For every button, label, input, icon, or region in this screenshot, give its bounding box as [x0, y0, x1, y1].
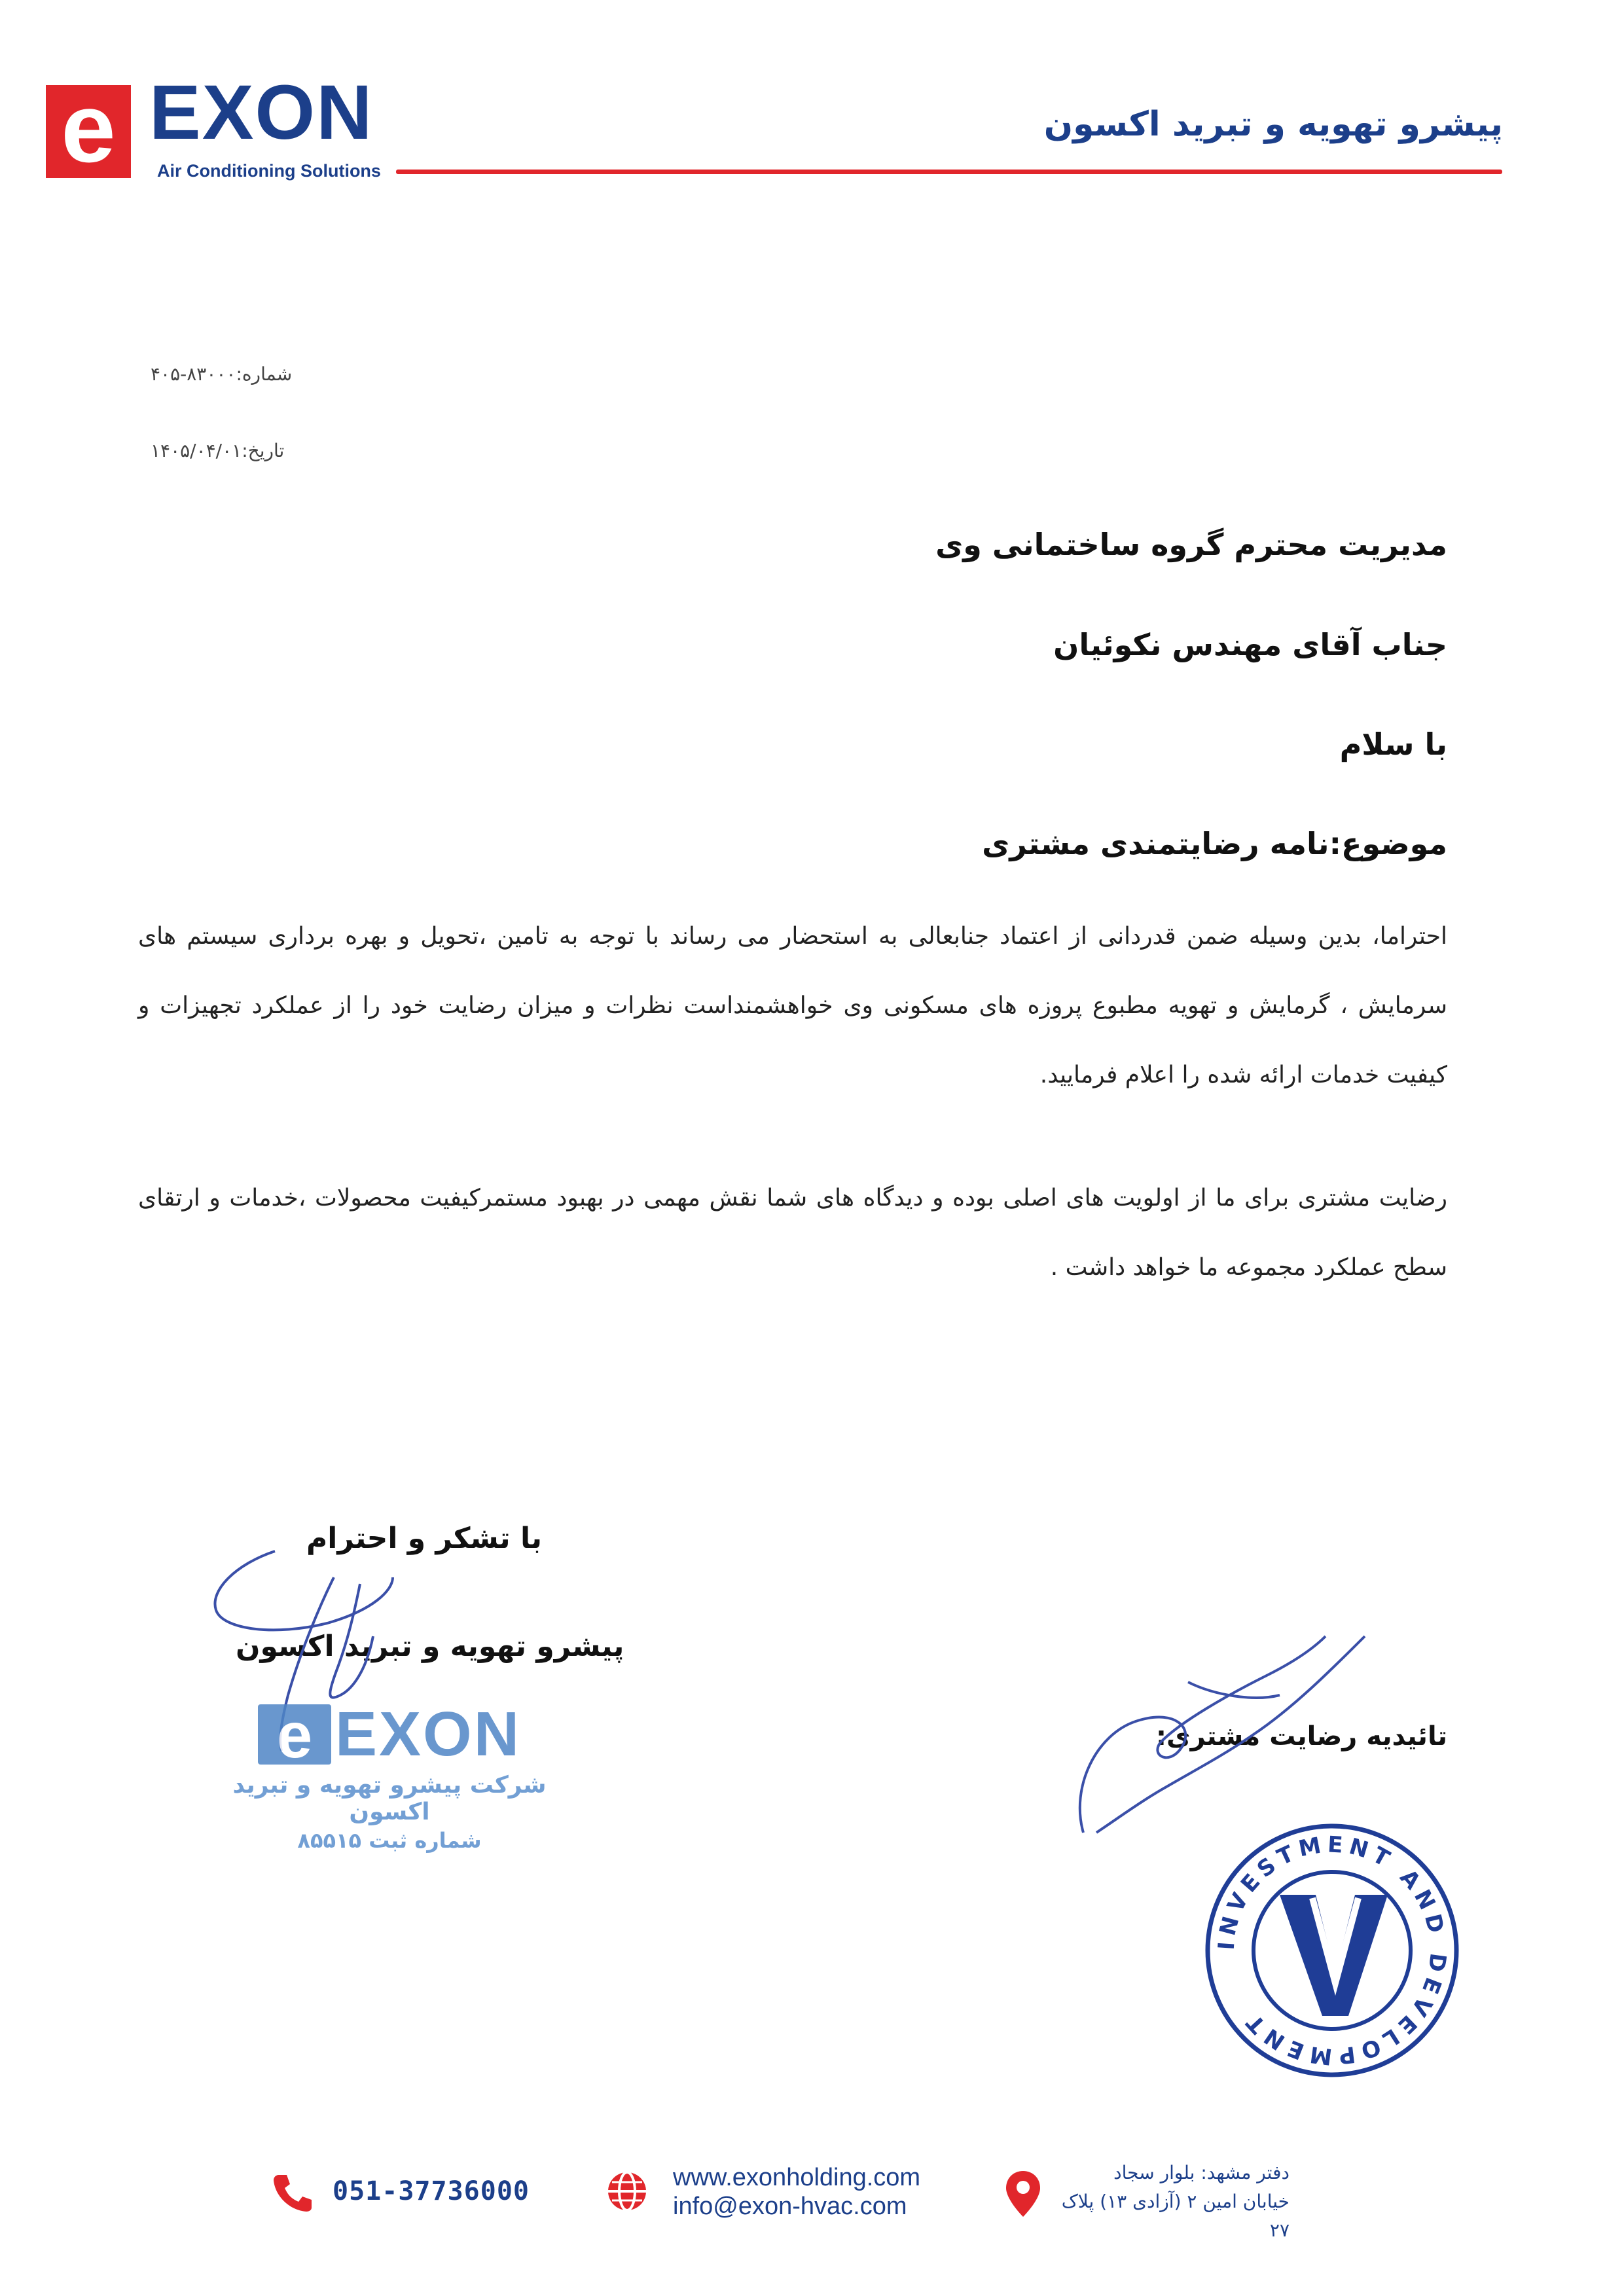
footer-address — [1060, 2159, 1290, 2245]
greeting: با سلام — [1339, 726, 1447, 762]
closing-phrase: با تشکر و احترام — [306, 1522, 543, 1555]
letter-number: شماره:۸۳۰۰۰-۴۰۵ — [151, 363, 293, 385]
customer-signature — [1057, 1623, 1371, 1839]
body-paragraph-2: رضایت مشتری برای ما از اولویت های اصلی بوده و دیدگاه های شما نقش مهمی در بهبود مستمرکیفیت محصولات ،خدمات و ارتقای سطح عملکرد مجموعه ما خواهد داشت . — [138, 1185, 1447, 1281]
recipient-organization: مدیریت محترم گروه ساختمانی وی — [935, 527, 1447, 562]
footer-web-contacts — [673, 2163, 920, 2221]
footer-address-line-1: دفتر مشهد: بلوار سجاد — [1113, 2162, 1290, 2183]
stamp-registration: شماره ثبت ۸۵۵۱۵ — [297, 1828, 482, 1853]
header-divider — [396, 170, 1502, 174]
company-title: پیشرو تهویه و تبرید اکسون — [1043, 105, 1503, 144]
sender-name: پیشرو تهویه و تبرید اکسون — [236, 1630, 624, 1663]
svg-text:INVESTMENT AND DEVELOPMENT — [1214, 1831, 1451, 2070]
stamp-wordmark: EXON — [334, 1699, 522, 1769]
customer-confirmation-label: تائیدیه رضایت مشتری: — [1155, 1721, 1447, 1751]
footer-website[interactable]: www.exonholding.com — [673, 2164, 921, 2191]
footer-email[interactable]: info@exon-hvac.com — [673, 2193, 907, 2220]
stamp-logo-letter: e — [258, 1704, 331, 1765]
stamp-company-name: شرکت پیشرو تهویه و تبرید اکسون — [232, 1772, 547, 1825]
logo-wordmark: EXON — [149, 69, 374, 156]
recipient-person: جناب آقای مهندس نکوئیان — [1053, 627, 1447, 662]
body-paragraph-1: احتراما، بدین وسیله ضمن قدردانی از اعتماد جنابعالی به استحضار می رساند با توجه به تامین ،تحویل و بهره برداری سیستم های سرمایش ، گرمایش و تهویه مطبوع پروزه های مسکونی وی خواهشمنداست نظرات و میزان رضایت خود را از عملکرد تجهیزات و کیفیت خدمات ارائه شده را اعلام فرمایید. — [138, 923, 1447, 1088]
investment-seal — [1201, 1820, 1463, 2081]
phone-icon — [270, 2170, 316, 2215]
logo-letter: e — [61, 73, 116, 183]
letter-date: تاریخ:۱۴۰۵/۰۴/۰۱ — [151, 440, 285, 461]
subject-line: موضوع:نامه رضایتمندی مشتری — [982, 826, 1447, 861]
footer-phone: 051-37736000 — [333, 2176, 530, 2206]
logo-tagline: Air Conditioning Solutions — [157, 161, 381, 181]
footer-address-line-2: خیابان امین ۲ (آزادی ۱۳) پلاک ۲۷ — [1061, 2191, 1290, 2241]
globe-icon — [605, 2170, 649, 2213]
seal-ring-text: INVESTMENT AND DEVELOPMENT — [1213, 1831, 1451, 2070]
location-pin-icon — [1005, 2170, 1041, 2218]
company-stamp — [232, 1698, 547, 1853]
